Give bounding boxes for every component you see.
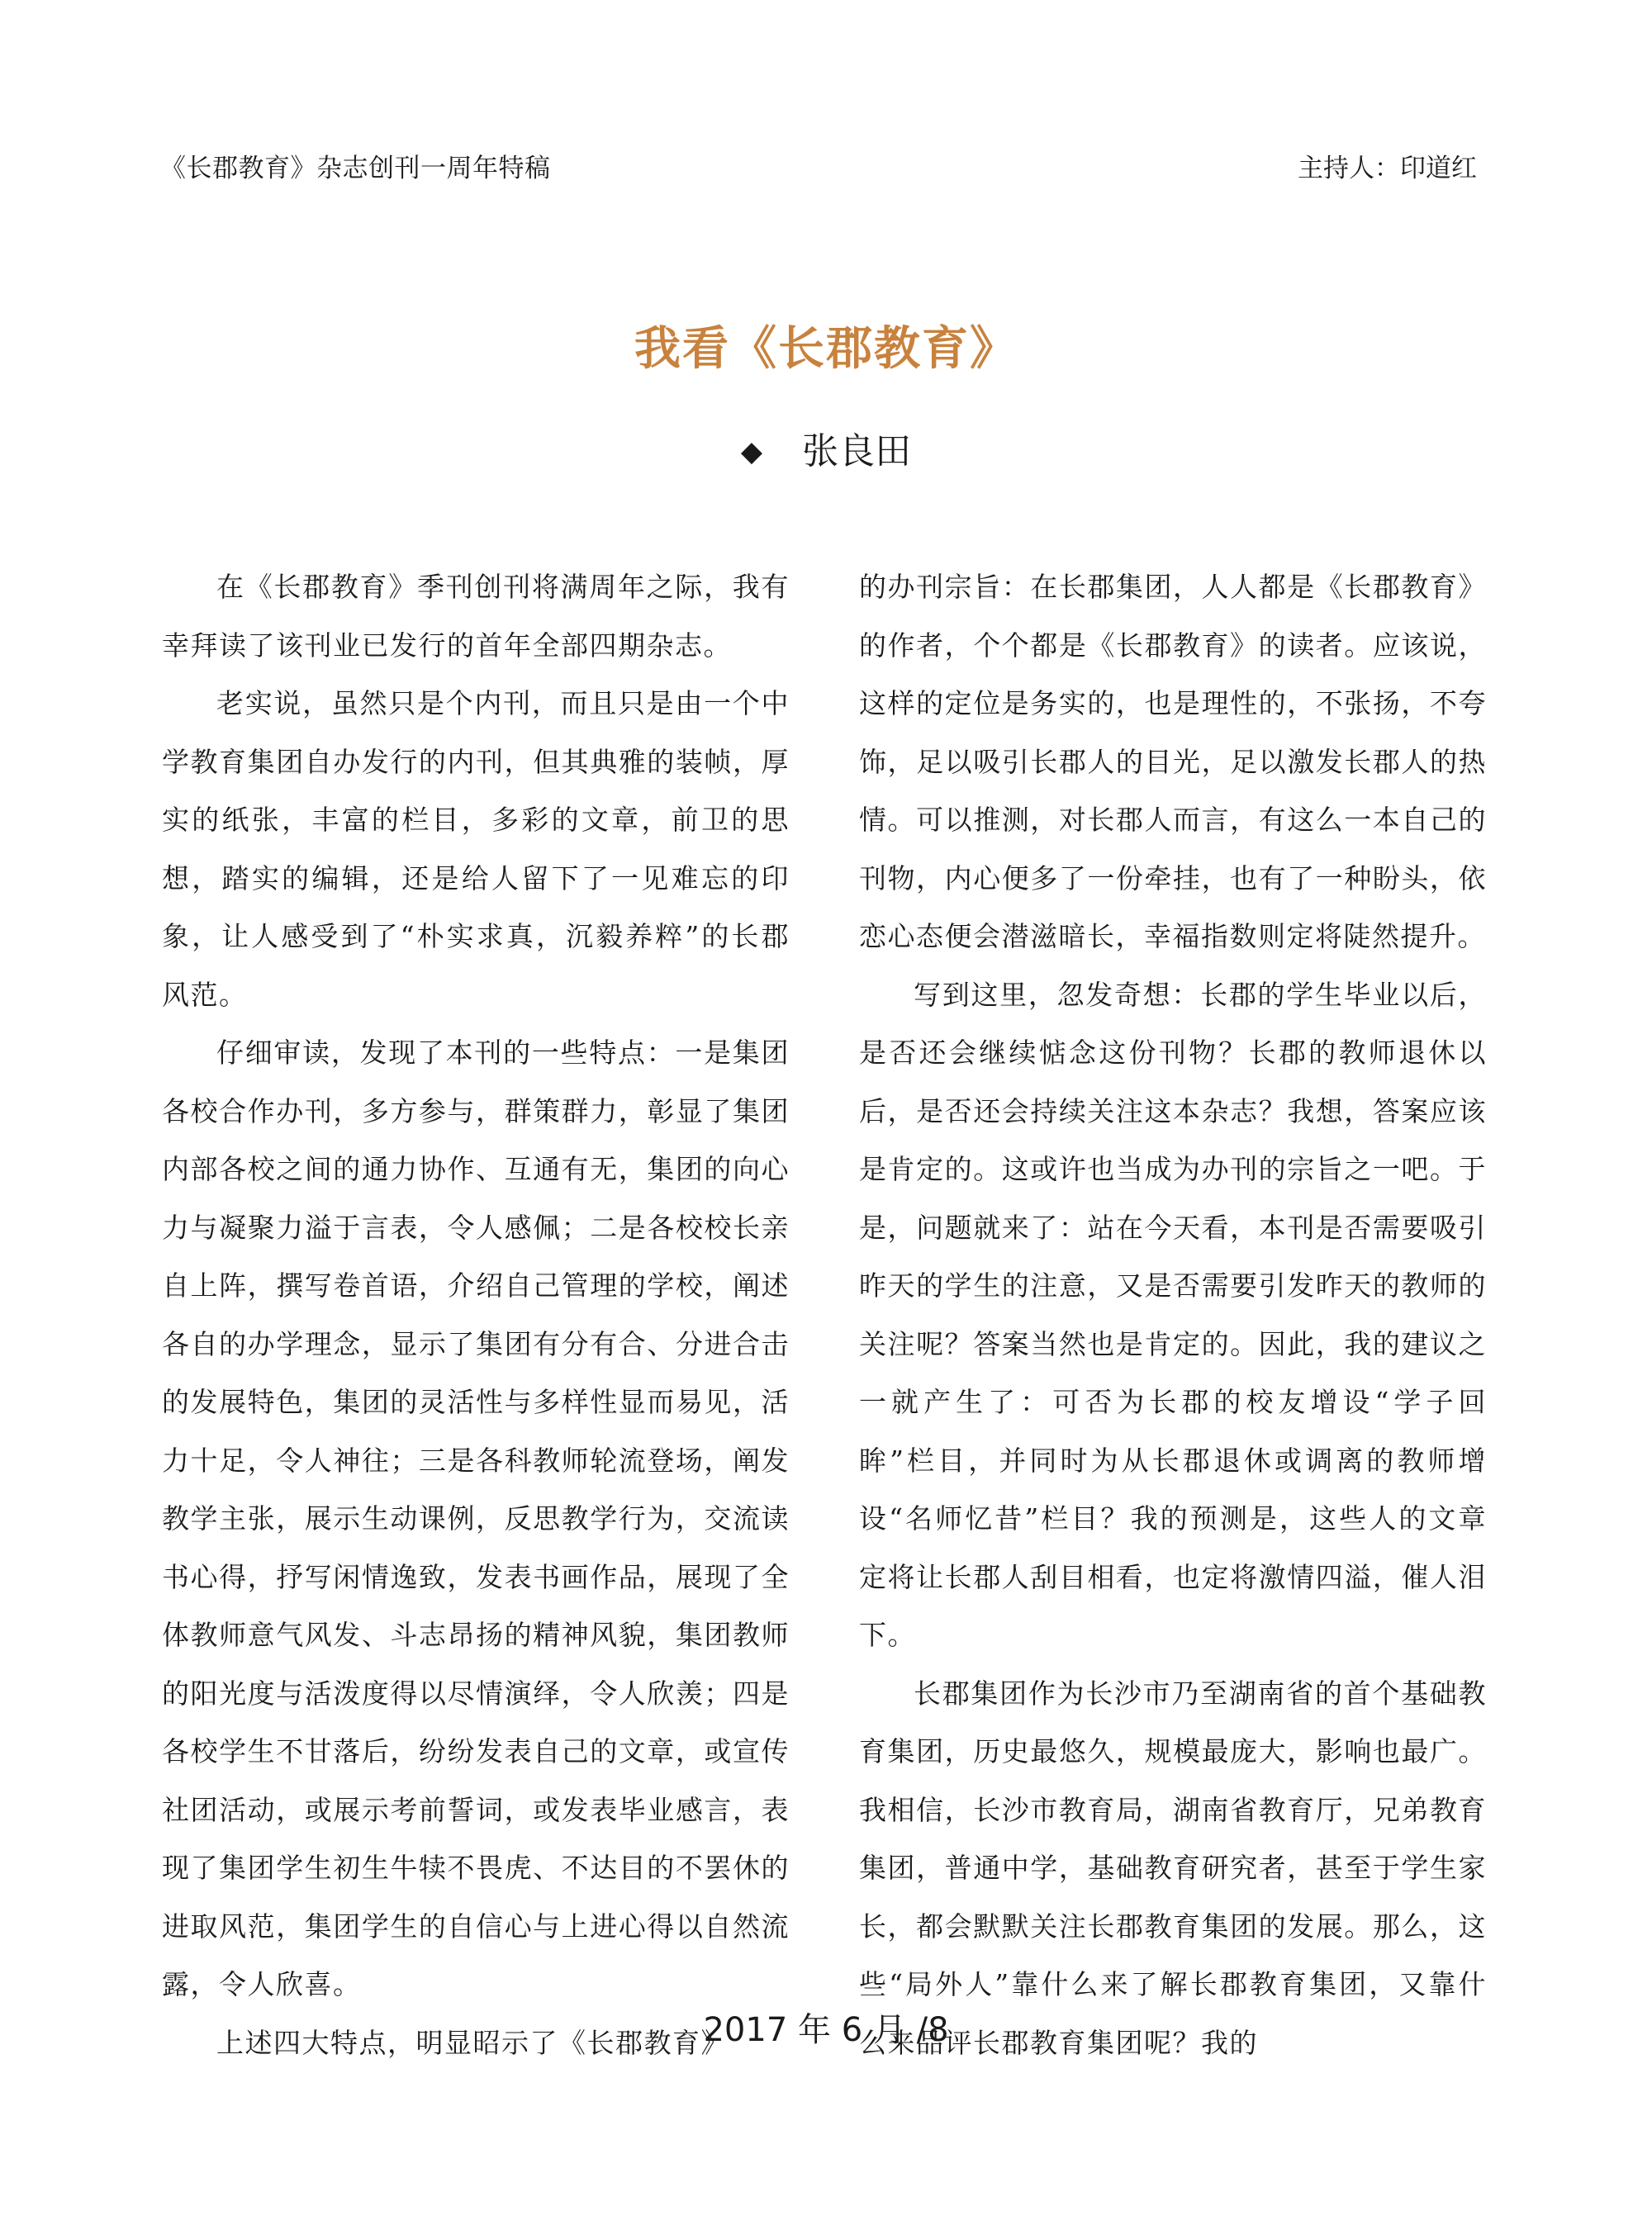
paragraph: 长郡集团作为长沙市乃至湖南省的首个基础教育集团，历史最悠久，规模最庞大，影响也最广。我相信，长沙市教育局，湖南省教育厅，兄弟教育集团，普通中学，基础教育研究者，甚至于学生家长，都会默默关注长郡教育集团的发展。那么，这些“局外人”靠什么来了解长郡教育集团，又靠什么来品评长郡教育集团呢？我的	[859, 1677, 1487, 2059]
running-header-title: 《长郡教育》杂志创刊一周年特稿	[160, 154, 551, 183]
paragraph-continued: 的办刊宗旨：在长郡集团，人人都是《长郡教育》的作者，个个都是《长郡教育》的读者。应该说，这样的定位是务实的，也是理性的，不张扬，不夸饰，足以吸引长郡人的目光，足以激发长郡人的热情。可以推测，对长郡人而言，有这么一本自己的刊物，内心便多了一份牵挂，也有了一种盼头，依恋心态便会潜滋暗长，幸福指数则定将陡然提升。	[859, 571, 1487, 952]
page-footer: 2017 年 6 月 /8	[703, 2011, 949, 2049]
diamond-bullet-icon: ◆	[740, 435, 763, 468]
right-column	[859, 558, 1487, 2072]
author-name: 张良田	[802, 430, 912, 472]
article-title: 我看《长郡教育》	[634, 321, 1018, 376]
paragraph: 老实说，虽然只是个内刊，而且只是由一个中学教育集团自办发行的内刊，但其典雅的装帧，厚实的纸张，丰富的栏目，多彩的文章，前卫的思想，踏实的编辑，还是给人留下了一见难忘的印象，让人感受到了“朴实求真，沉毅养粹”的长郡风范。	[162, 687, 790, 1011]
left-column	[162, 558, 790, 2072]
running-header-host: 主持人：印道红	[1298, 154, 1477, 183]
paragraph: 仔细审读，发现了本刊的一些特点：一是集团各校合作办刊，多方参与，群策群力，彰显了集团内部各校之间的通力协作、互通有无，集团的向心力与凝聚力溢于言表，令人感佩；二是各校校长亲自上阵，撰写卷首语，介绍自己管理的学校，阐述各自的办学理念，显示了集团有分有合、分进合击的发展特色，集团的灵活性与多样性显而易见，活力十足，令人神往；三是各科教师轮流登场，阐发教学主张，展示生动课例，反思教学行为，交流读书心得，抒写闲情逸致，发表书画作品，展现了全体教师意气风发、斗志昂扬的精神风貌，集团教师的阳光度与活泼度得以尽情演绎，令人欣羡；四是各校学生不甘落后，纷纷发表自己的文章，或宣传社团活动，或展示考前誓词，或发表毕业感言，表现了集团学生初生牛犊不畏虎、不达目的不罢休的进取风范，集团学生的自信心与上进心得以自然流露，令人欣喜。	[162, 1037, 790, 2000]
paragraph: 在《长郡教育》季刊创刊将满周年之际，我有幸拜读了该刊业已发行的首年全部四期杂志。	[162, 571, 790, 662]
paragraph: 上述四大特点，明显昭示了《长郡教育》	[216, 2026, 729, 2059]
paragraph: 写到这里，忽发奇想：长郡的学生毕业以后，是否还会继续惦念这份刊物？长郡的教师退休以后，是否还会持续关注这本杂志？我想，答案应该是肯定的。这或许也当成为办刊的宗旨之一吧。于是，问题就来了：站在今天看，本刊是否需要吸引昨天的学生的注意，又是否需要引发昨天的教师的关注呢？答案当然也是肯定的。因此，我的建议之一就产生了：可否为长郡的校友增设“学子回眸”栏目，并同时为从长郡退休或调离的教师增设“名师忆昔”栏目？我的预测是，这些人的文章定将让长郡人刮目相看，也定将激情四溢，催人泪下。	[859, 978, 1487, 1651]
author-line	[0, 421, 1652, 474]
